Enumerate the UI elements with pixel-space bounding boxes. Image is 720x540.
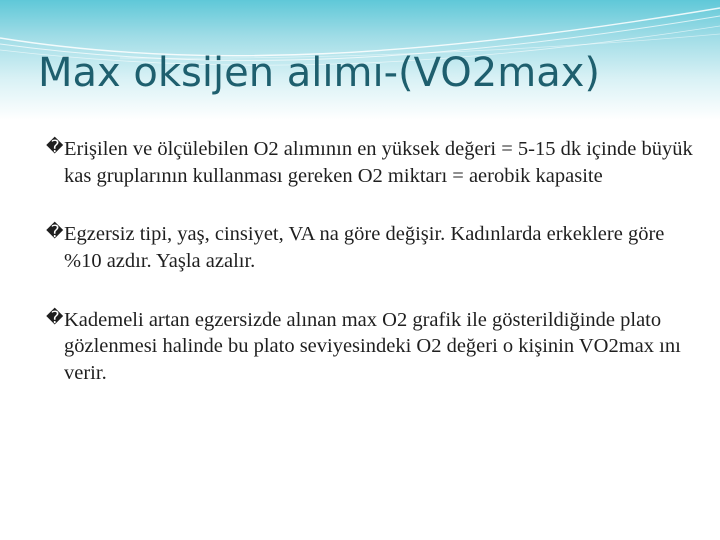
bullet-text: Egzersiz tipi, yaş, cinsiyet, VA na göre değişir. Kadınlarda erkeklere göre %10 azdır. Yaşla azalır. [64, 223, 665, 272]
bullet-item [46, 136, 696, 189]
bullet-list [46, 136, 696, 418]
bullet-text: Erişilen ve ölçülebilen O2 alımının en yüksek değeri = 5-15 dk içinde büyük kas gruplarının kullanması gereken O2 miktarı = aerobik kapasite [64, 138, 693, 187]
bullet-marker-icon: � [46, 137, 64, 157]
bullet-text: Kademeli artan egzersizde alınan max O2 grafik ile gösterildiğinde plato gözlenmesi halinde bu plato seviyesindeki O2 değeri o kişinin VO2max ını verir. [64, 308, 681, 384]
bullet-marker-icon: � [46, 307, 64, 328]
bullet-marker-icon: � [46, 222, 64, 243]
bullet-item [46, 221, 696, 274]
bullet-item [46, 307, 696, 387]
slide-title: Max oksijen alımı-(VO2max) [38, 50, 600, 96]
